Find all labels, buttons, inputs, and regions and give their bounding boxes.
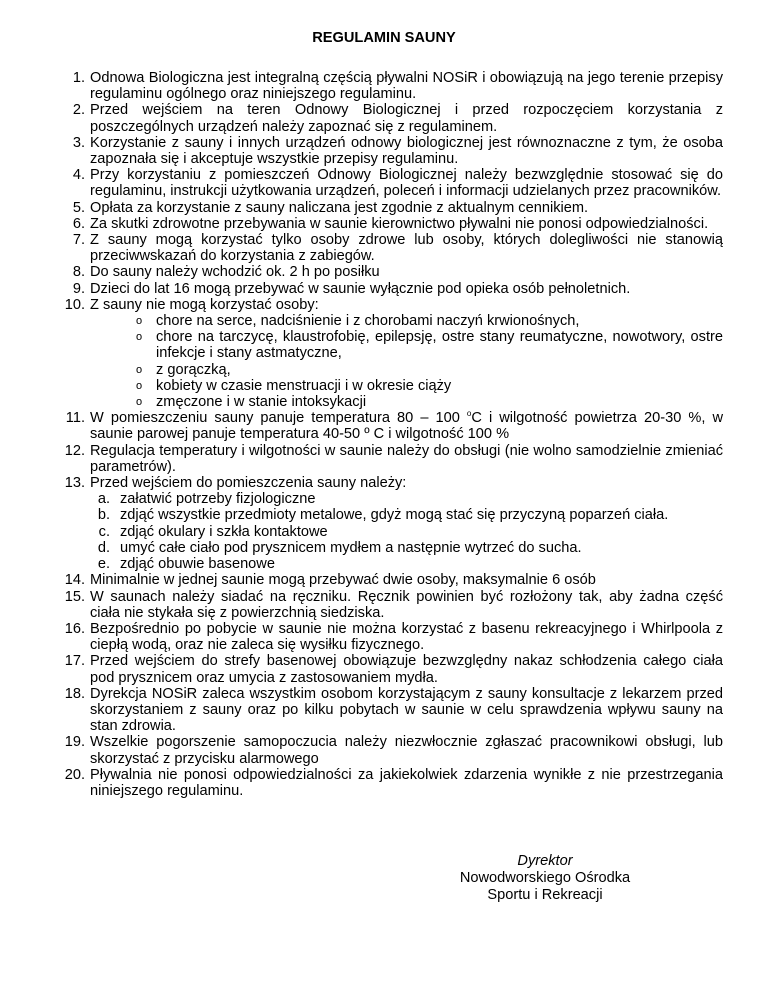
- rule-item: [59, 200, 723, 216]
- excluded-persons-list: [90, 313, 723, 410]
- rule-number: 13 .: [59, 475, 85, 491]
- bullet-icon: o: [136, 331, 143, 344]
- rule-number: 19 .: [59, 734, 85, 750]
- rule-text: Przed wejściem do pomieszczenia sauny należy:: [90, 475, 407, 492]
- rule-item: [59, 264, 723, 280]
- bullet-icon: o: [136, 379, 143, 392]
- rule-text: Bezpośrednio po pobycie w saunie nie można korzystać z basenu rekreacyjnego i Whirlpoola z ciepłą wodą, oraz nie zaleca się wysiłku fizycznego.: [90, 620, 723, 654]
- bullet-icon: o: [136, 315, 143, 328]
- signature-role: Dyrektor: [517, 853, 573, 869]
- rule-item: [59, 232, 723, 264]
- rule-number: 10 .: [59, 297, 85, 313]
- rule-text: Z sauny mogą korzystać tylko osoby zdrowe lub osoby, których dolegliwości nie stanowią przeciwwskazań do korzystania z zabiegów.: [90, 232, 723, 265]
- rule-text: Regulacja temperatury i wilgotności w saunie należy do obsługi (nie wolno samodzielnie zmieniać parametrów).: [90, 442, 723, 475]
- rule-item: [59, 475, 723, 572]
- signature-block: [445, 853, 645, 904]
- rule-text: Minimalnie w jednej saunie mogą przebywać dwie osoby, maksymalnie 6 osób: [90, 572, 596, 589]
- rule-text: Opłata za korzystanie z sauny naliczana jest zgodnie z aktualnym cennikiem.: [90, 199, 589, 216]
- rule-text: Przy korzystaniu z pomieszczeń Odnowy Biologicznej należy bezwzględnie stosować się do regulaminu, instrukcji użytkowania urządzeń, poleceń i informacji udzielanych przez pracowników.: [90, 167, 723, 200]
- rule-number: 4 .: [59, 167, 85, 183]
- list-item-text: załatwić potrzeby fizjologiczne: [120, 491, 316, 508]
- list-item: [90, 313, 723, 329]
- rule-item: [59, 102, 723, 134]
- document-title: REGULAMIN SAUNY: [312, 30, 456, 46]
- rule-item: [59, 734, 723, 766]
- list-item: [90, 556, 723, 572]
- rule-item: [59, 767, 723, 799]
- list-letter: d .: [90, 540, 110, 556]
- rule-number: 9 .: [59, 281, 85, 297]
- rule-item: [59, 621, 723, 653]
- list-item-text: zdjąć wszystkie przedmioty metalowe, gdyż mogą stać się przyczyną poparzeń ciała.: [120, 507, 669, 524]
- list-item: [90, 540, 723, 556]
- degree-mark: o: [466, 409, 472, 419]
- rule-number: 18 .: [59, 686, 85, 702]
- rule-text: Korzystanie z sauny i innych urządzeń odnowy biologicznej jest równoznaczne z tym, że osoba zapoznała się i akceptuje wszystkie przepisy regulaminu.: [90, 134, 723, 168]
- list-item-text: umyć całe ciało pod prysznicem mydłem a następnie wytrzeć do sucha.: [120, 539, 582, 556]
- rule-number: 17 .: [59, 653, 85, 669]
- list-item-text: chore na tarczycę, klaustrofobię, epilepsję, ostre stany reumatyczne, nowotwory, ostre infekcje i stany astmatyczne,: [156, 329, 723, 362]
- rule-text: Przed wejściem na teren Odnowy Biologicznej i przed rozpoczęciem korzystania z poszczególnych urządzeń należy zapoznać się z regulaminem.: [90, 102, 723, 135]
- bullet-icon: o: [136, 396, 143, 409]
- rule-number: 11 .: [59, 410, 85, 426]
- before-entering-list: [90, 491, 723, 572]
- rule-number: 5 .: [59, 200, 85, 216]
- rule-text: Dyrekcja NOSiR zaleca wszystkim osobom korzystającym z sauny konsultacje z lekarzem przed skorzystaniem z sauny oraz po kilku pobytach w saunie w celu sprawdzenia wpływu sauny na stan zdrowia.: [90, 685, 723, 735]
- list-letter: b .: [90, 507, 110, 523]
- rule-number: 8 .: [59, 264, 85, 280]
- rule-text-part: W pomieszczeniu sauny panuje temperatura 80 – 100: [90, 410, 467, 427]
- rule-item: [59, 70, 723, 102]
- rule-text: Wszelkie pogorszenie samopoczucia należy niezwłocznie zgłaszać pracownikowi obsługi, lub skorzystać z przycisku alarmowego: [90, 734, 723, 767]
- rule-number: 1 .: [59, 70, 85, 86]
- rule-number: 2 .: [59, 102, 85, 118]
- rule-text: Pływalnia nie ponosi odpowiedzialności za jakiekolwiek zdarzenia wynikłe z nie przestrzegania niniejszego regulaminu.: [90, 766, 723, 799]
- list-item-text: zdjąć okulary i szkła kontaktowe: [120, 523, 328, 540]
- rule-item: [59, 686, 723, 735]
- rule-text: Dzieci do lat 16 mogą przebywać w saunie wyłącznie pod opieka osób pełnoletnich.: [90, 280, 631, 297]
- bullet-icon: o: [136, 363, 143, 376]
- rules-list: [59, 70, 723, 799]
- rule-item: [59, 135, 723, 167]
- rule-number: 16 .: [59, 621, 85, 637]
- list-item: [90, 329, 723, 361]
- rule-text: Za skutki zdrowotne przebywania w saunie kierownictwo pływalni nie ponosi odpowiedzialności.: [90, 215, 709, 232]
- list-item: [90, 524, 723, 540]
- rule-item: [59, 281, 723, 297]
- list-item: [90, 491, 723, 507]
- signature-line: Nowodworskiego Ośrodka: [459, 870, 631, 886]
- rule-item: [59, 297, 723, 410]
- list-item-text: kobiety w czasie menstruacji i w okresie ciąży: [156, 377, 452, 394]
- list-item-text: z gorączką,: [156, 361, 231, 378]
- list-item-text: zmęczone i w stanie intoksykacji: [156, 394, 367, 411]
- signature-line: Sportu i Rekreacji: [487, 887, 603, 903]
- list-letter: a .: [90, 491, 110, 507]
- rule-text: Odnowa Biologiczna jest integralną częścią pływalni NOSiR i obowiązują na jego terenie przepisy regulaminu ogólnego oraz niniejszego regulaminu.: [90, 70, 723, 103]
- list-item: [90, 362, 723, 378]
- rule-item: [59, 216, 723, 232]
- rule-number: 6 .: [59, 216, 85, 232]
- rule-item: [59, 410, 723, 442]
- rule-number: 15 .: [59, 589, 85, 605]
- rule-text: Z sauny nie mogą korzystać osoby:: [90, 296, 319, 313]
- rule-item: [59, 167, 723, 199]
- rule-text: W saunach należy siadać na ręczniku. Ręcznik powinien być rozłożony tak, aby żadna część ciała nie stykała się z powierzchnią siedziska.: [90, 588, 723, 621]
- rule-item: [59, 572, 723, 588]
- rule-number: 3 .: [59, 135, 85, 151]
- list-letter: c .: [90, 524, 110, 540]
- rule-number: 12 .: [59, 443, 85, 459]
- list-item: [90, 394, 723, 410]
- list-item: [90, 507, 723, 523]
- list-item-text: zdjąć obuwie basenowe: [120, 556, 275, 573]
- rule-item: [59, 589, 723, 621]
- list-item: [90, 378, 723, 394]
- rule-number: 7 .: [59, 232, 85, 248]
- rule-number: 14 .: [59, 572, 85, 588]
- rule-text-part: C i wilgotność powietrza 20-30 %, w saunie parowej panuje temperatura 40-50 º C i wilgotność 100 %: [90, 410, 723, 443]
- rule-number: 20 .: [59, 767, 85, 783]
- list-letter: e .: [90, 556, 110, 572]
- list-item-text: chore na serce, nadciśnienie i z chorobami naczyń krwionośnych,: [156, 313, 580, 330]
- rule-item: [59, 653, 723, 685]
- rule-text: Do sauny należy wchodzić ok. 2 h po posiłku: [90, 264, 380, 281]
- rule-item: [59, 443, 723, 475]
- rule-text: Przed wejściem do strefy basenowej obowiązuje bezwzględny nakaz schłodzenia całego ciała pod prysznicem oraz umycia z zastosowaniem mydła.: [90, 653, 723, 686]
